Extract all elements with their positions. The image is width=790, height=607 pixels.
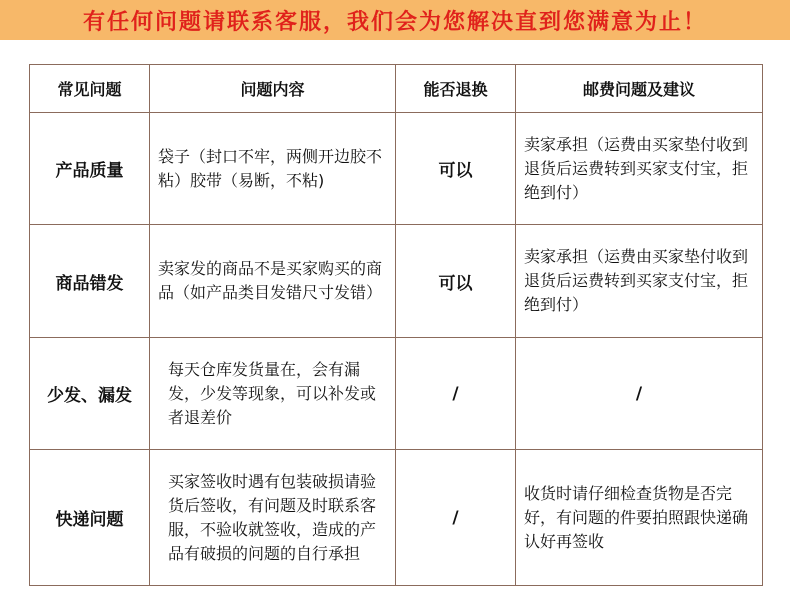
row-postage (516, 113, 763, 225)
row-category: 商品错发 (30, 225, 150, 338)
row-postage (516, 225, 763, 338)
row-category: 产品质量 (30, 113, 150, 225)
row-content-text: 每天仓库发货量在，会有漏发，少发等现象，可以补发或者退差价 (168, 359, 377, 427)
row-category: 少发、漏发 (30, 338, 150, 450)
table-row (30, 225, 763, 338)
header-content: 问题内容 (150, 65, 396, 113)
row-postage-text: 卖家承担（运费由买家垫付收到退货后运费转到买家支付宝，拒绝到付） (524, 134, 749, 202)
row-refund: / (396, 338, 516, 450)
row-postage-text: 收货时请仔细检查货物是否完好，有问题的件要拍照跟快递确认好再签收 (524, 483, 749, 551)
header-category: 常见问题 (30, 65, 150, 113)
header-row (30, 65, 763, 113)
row-category: 快递问题 (30, 450, 150, 586)
table-row (30, 338, 763, 450)
header-postage: 邮费问题及建议 (516, 65, 763, 113)
table-row (30, 113, 763, 225)
banner (0, 0, 790, 40)
row-postage (516, 450, 763, 586)
banner-text: 有任何问题请联系客服，我们会为您解决直到您满意为止！ (82, 9, 707, 35)
row-content (150, 225, 396, 338)
row-content (150, 113, 396, 225)
row-content-text: 卖家发的商品不是买家购买的商品（如产品类目发错尺寸发错） (158, 259, 383, 302)
row-postage: / (516, 338, 763, 450)
row-refund: 可以 (396, 225, 516, 338)
faq-table (29, 64, 763, 586)
row-refund: 可以 (396, 113, 516, 225)
header-refund: 能否退换 (396, 65, 516, 113)
table-row (30, 450, 763, 586)
row-refund: / (396, 450, 516, 586)
row-content (150, 338, 396, 450)
row-content-text: 买家签收时遇有包装破损请验货后签收，有问题及时联系客服，不验收就签收，造成的产品有破损的问题的自行承担 (168, 471, 377, 563)
row-postage-text: 卖家承担（运费由买家垫付收到退货后运费转到买家支付宝，拒绝到付） (524, 247, 749, 314)
row-content-text: 袋子（封口不牢，两侧开边胶不粘）胶带（易断，不粘) (158, 146, 383, 190)
row-content (150, 450, 396, 586)
